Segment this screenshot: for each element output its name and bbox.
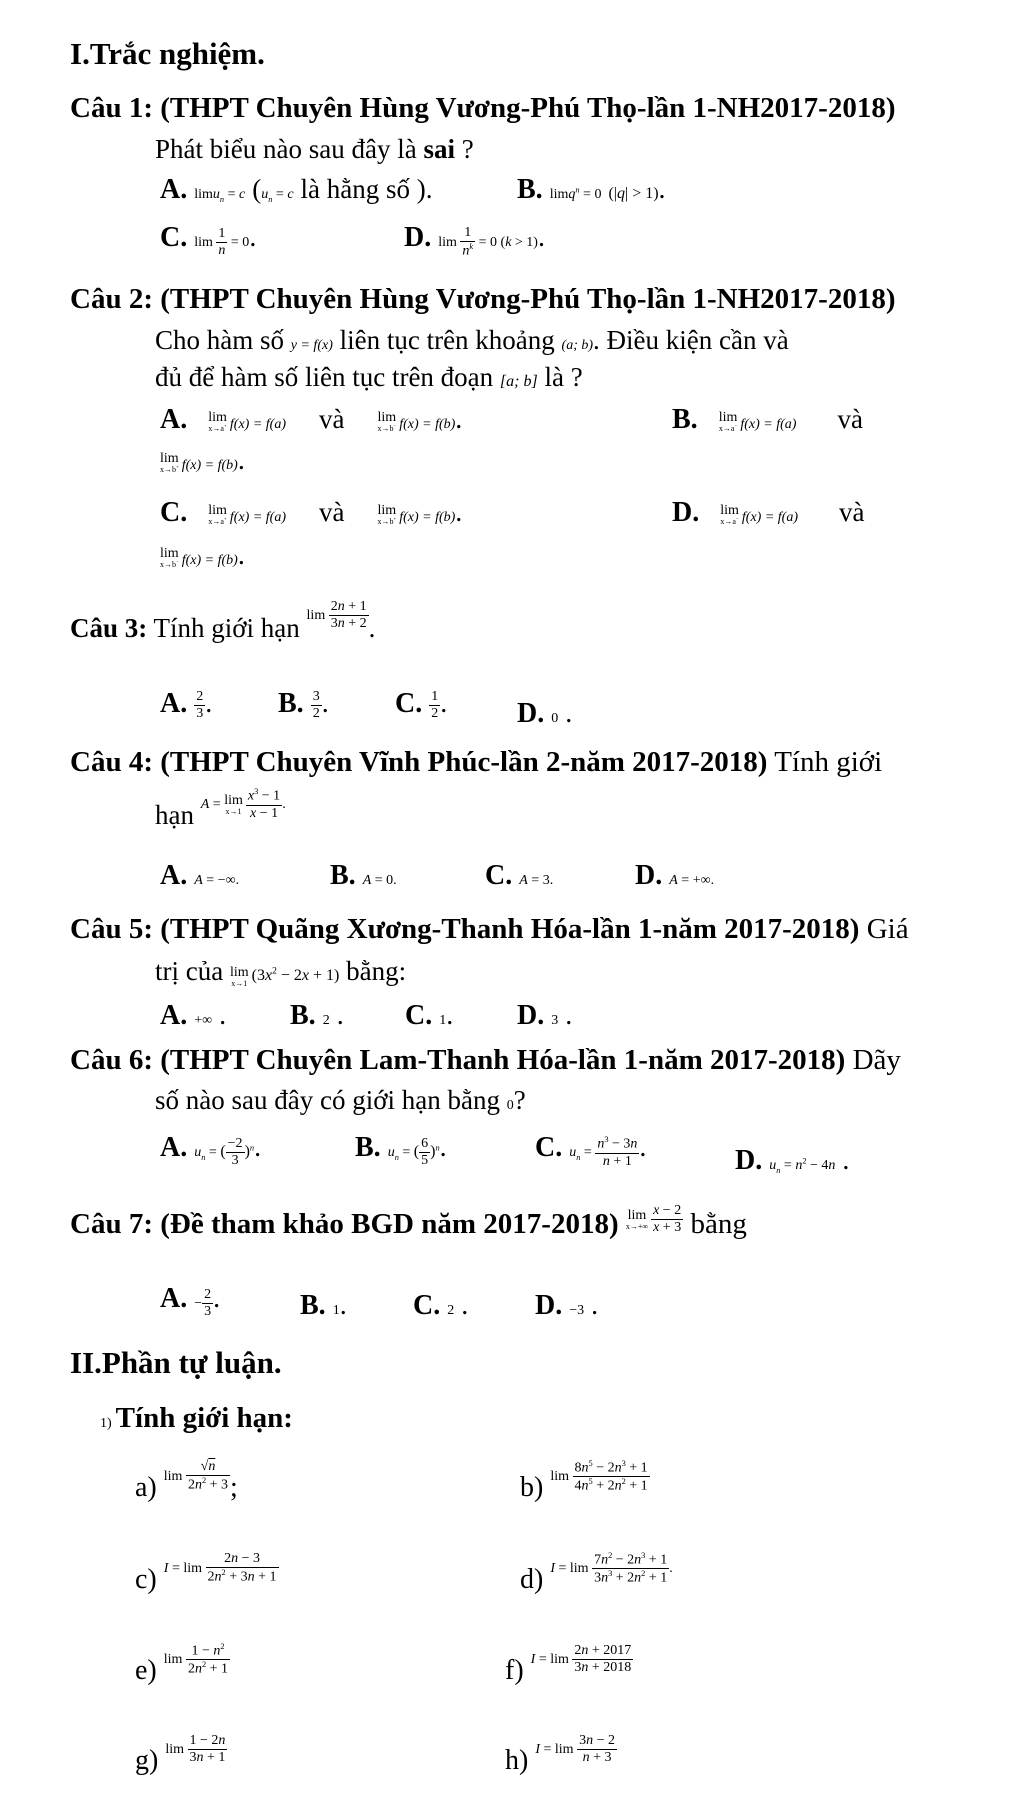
q3-option-d[interactable]: D. 0 . — [517, 698, 573, 729]
q2-option-c[interactable]: C. lim x→a+ f(x) = f(a) và lim x→b+ f(x) = f(b). — [160, 497, 463, 528]
question-3-label: Câu 3: — [70, 613, 148, 643]
question-5-line2: trị của lim x→1 $(3x^2 - 2x + 1)$ bằng: — [155, 956, 407, 988]
question-4-source: (THPT Chuyên Vĩnh Phúc-lần 2-năm 2017-2018) — [160, 746, 768, 778]
q6-option-d[interactable]: D. $u_n = n^2 - 4n$ . — [735, 1145, 850, 1176]
q2-option-b-cont: lim x→b+ f(x) = f(b). — [160, 445, 245, 476]
section-title-part2: II.Phần tự luận. — [70, 1345, 282, 1380]
exercise-d: d) $^{I = lim \frac{7n^2 - 2n^3 + 1}{3n^3 + 2n^2 + 1} .}$ — [520, 1550, 673, 1595]
q1-option-b[interactable]: B. limq$^n$ = 0 (|q| > 1). — [517, 174, 666, 205]
q2-option-a[interactable]: A. lim x→a+ f(x) = f(a) và lim x→b− f(x) = f(b). — [160, 404, 463, 435]
question-4-line2: hạn $^{A = lim x\to 1 \frac{x^3 - 1}{x - 1} .}$ — [155, 787, 286, 830]
q7-option-a[interactable]: A. − $\frac{2}{3}$ . — [160, 1283, 221, 1320]
q7-option-d[interactable]: D. −3 . — [535, 1290, 599, 1321]
question-5-source: (THPT Quãng Xương-Thanh Hóa-lần 1-năm 2017-2018) — [160, 913, 860, 945]
subsection-title: Tính giới hạn: — [115, 1402, 293, 1434]
q5-option-c[interactable]: C. 1. — [405, 1000, 454, 1031]
q2-option-d-cont: lim x→b− f(x) = f(b). — [160, 540, 245, 571]
question-2-line1: Cho hàm số y = f(x) liên tục trên khoảng (a; b). Điều kiện cần và — [155, 325, 789, 355]
question-7-header: Câu 7: (Đề tham khảo BGD năm 2017-2018) $^{lim x\to+\infty \frac{x - 2}{x + 3}}$ bằng — [70, 1203, 747, 1240]
question-1-label: Câu 1: — [70, 92, 153, 124]
question-2-label: Câu 2: — [70, 283, 153, 315]
q6-option-b[interactable]: B. $u_n$ = ( $\frac{6}{5}$ )$^n$. — [355, 1132, 447, 1169]
q7-option-c[interactable]: C. 2 . — [413, 1290, 469, 1321]
q3-option-a[interactable]: A. $\frac{2}{3}$ . — [160, 688, 213, 722]
question-2-line2: đủ để hàm số liên tục trên đoạn [a; b] là ? — [155, 362, 583, 392]
q5-option-b[interactable]: B. 2 . — [290, 1000, 344, 1031]
exercise-e: e) $^{lim \frac{1 - n^2}{2n^2 + 1}}$ — [135, 1641, 229, 1686]
exercise-b: b) $^{lim \frac{8n^5 - 2n^3 + 1}{4n^5 + 2n^2 + 1}}$ — [520, 1458, 648, 1503]
q4-option-d[interactable]: D. A = +∞. — [635, 860, 715, 891]
subsection-number: 1) — [100, 1416, 112, 1431]
question-6-line2: số nào sau đây có giới hạn bằng 0? — [155, 1085, 526, 1115]
q2-option-d[interactable]: D. lim x→a− f(x) = f(a) và — [672, 497, 865, 528]
exercise-g: g) $^{lim \frac{1 - 2n}{3n + 1}}$ — [135, 1733, 226, 1776]
exercise-a: a) $^{lim \frac{√n}{2n^2 + 3}}$ ; — [135, 1459, 238, 1503]
q1-option-d[interactable]: D. lim $\frac{1}{n^k}$ = 0 (k > 1). — [404, 222, 545, 260]
q5-option-a[interactable]: A. +∞ . — [160, 1000, 227, 1031]
subsection-heading — [100, 1402, 293, 1435]
q7-option-b[interactable]: B. 1. — [300, 1290, 347, 1321]
question-1-header — [70, 92, 896, 125]
question-6-header: Câu 6: (THPT Chuyên Lam-Thanh Hóa-lần 1-năm 2017-2018) Dãy — [70, 1044, 901, 1076]
question-2-source: (THPT Chuyên Hùng Vương-Phú Thọ-lần 1-NH2017-2018) — [160, 283, 896, 315]
q3-option-b[interactable]: B. $\frac{3}{2}$ . — [278, 688, 329, 722]
q4-option-c[interactable]: C. A = 3. — [485, 860, 554, 891]
question-4-label: Câu 4: — [70, 746, 153, 778]
question-6-source: (THPT Chuyên Lam-Thanh Hóa-lần 1-năm 2017-2018) — [160, 1044, 846, 1076]
question-3: Câu 3: Tính giới hạn $^{lim \frac{2n + 1}{3n + 2}}$ . — [70, 599, 376, 643]
q3-option-c[interactable]: C. $\frac{1}{2}$ . — [395, 688, 448, 722]
q5-option-d[interactable]: D. 3 . — [517, 1000, 573, 1031]
q1-option-a[interactable]: A. limu$_n$ = c ($u_n = c$ là hằng số ). — [160, 174, 433, 205]
q2-option-b[interactable]: B. lim x→a− f(x) = f(a) và — [672, 404, 863, 435]
exercise-f: f) $^{I = lim \frac{2n + 2017}{3n + 2018}}$ — [505, 1643, 632, 1686]
question-2-header — [70, 283, 896, 316]
question-6-label: Câu 6: — [70, 1044, 153, 1076]
exercise-c: c) $^{I = lim \frac{2n - 3}{2n^2 + 3n + 1}}$ — [135, 1551, 277, 1595]
q1-option-c[interactable]: C. lim $\frac{1}{n}$ = 0. — [160, 222, 257, 259]
question-5-header: Câu 5: (THPT Quãng Xương-Thanh Hóa-lần 1-năm 2017-2018) Giá — [70, 913, 909, 945]
exercise-h: h) $^{I = lim \frac{3n - 2}{n + 3}}$ — [505, 1733, 615, 1776]
question-5-label: Câu 5: — [70, 913, 153, 945]
question-4-header: Câu 4: (THPT Chuyên Vĩnh Phúc-lần 2-năm 2017-2018) Tính giới — [70, 746, 883, 778]
question-7-source: (Đề tham khảo BGD năm 2017-2018) — [160, 1208, 619, 1240]
section-title-part1: I.Trắc nghiệm. — [70, 36, 265, 71]
q4-option-b[interactable]: B. A = 0. — [330, 860, 397, 891]
question-1-prompt: Phát biểu nào sau đây là sai ? — [155, 134, 474, 164]
question-1-source: (THPT Chuyên Hùng Vương-Phú Thọ-lần 1-NH2017-2018) — [160, 92, 896, 124]
q4-option-a[interactable]: A. A = −∞. — [160, 860, 240, 891]
q6-option-a[interactable]: A. $u_n$ = ( $\frac{-2}{3}$ )$^n$. — [160, 1132, 262, 1169]
question-7-label: Câu 7: — [70, 1208, 153, 1240]
q6-option-c[interactable]: C. $u_n$ = $\frac{n^3 - 3n}{n + 1}$ . — [535, 1132, 647, 1170]
